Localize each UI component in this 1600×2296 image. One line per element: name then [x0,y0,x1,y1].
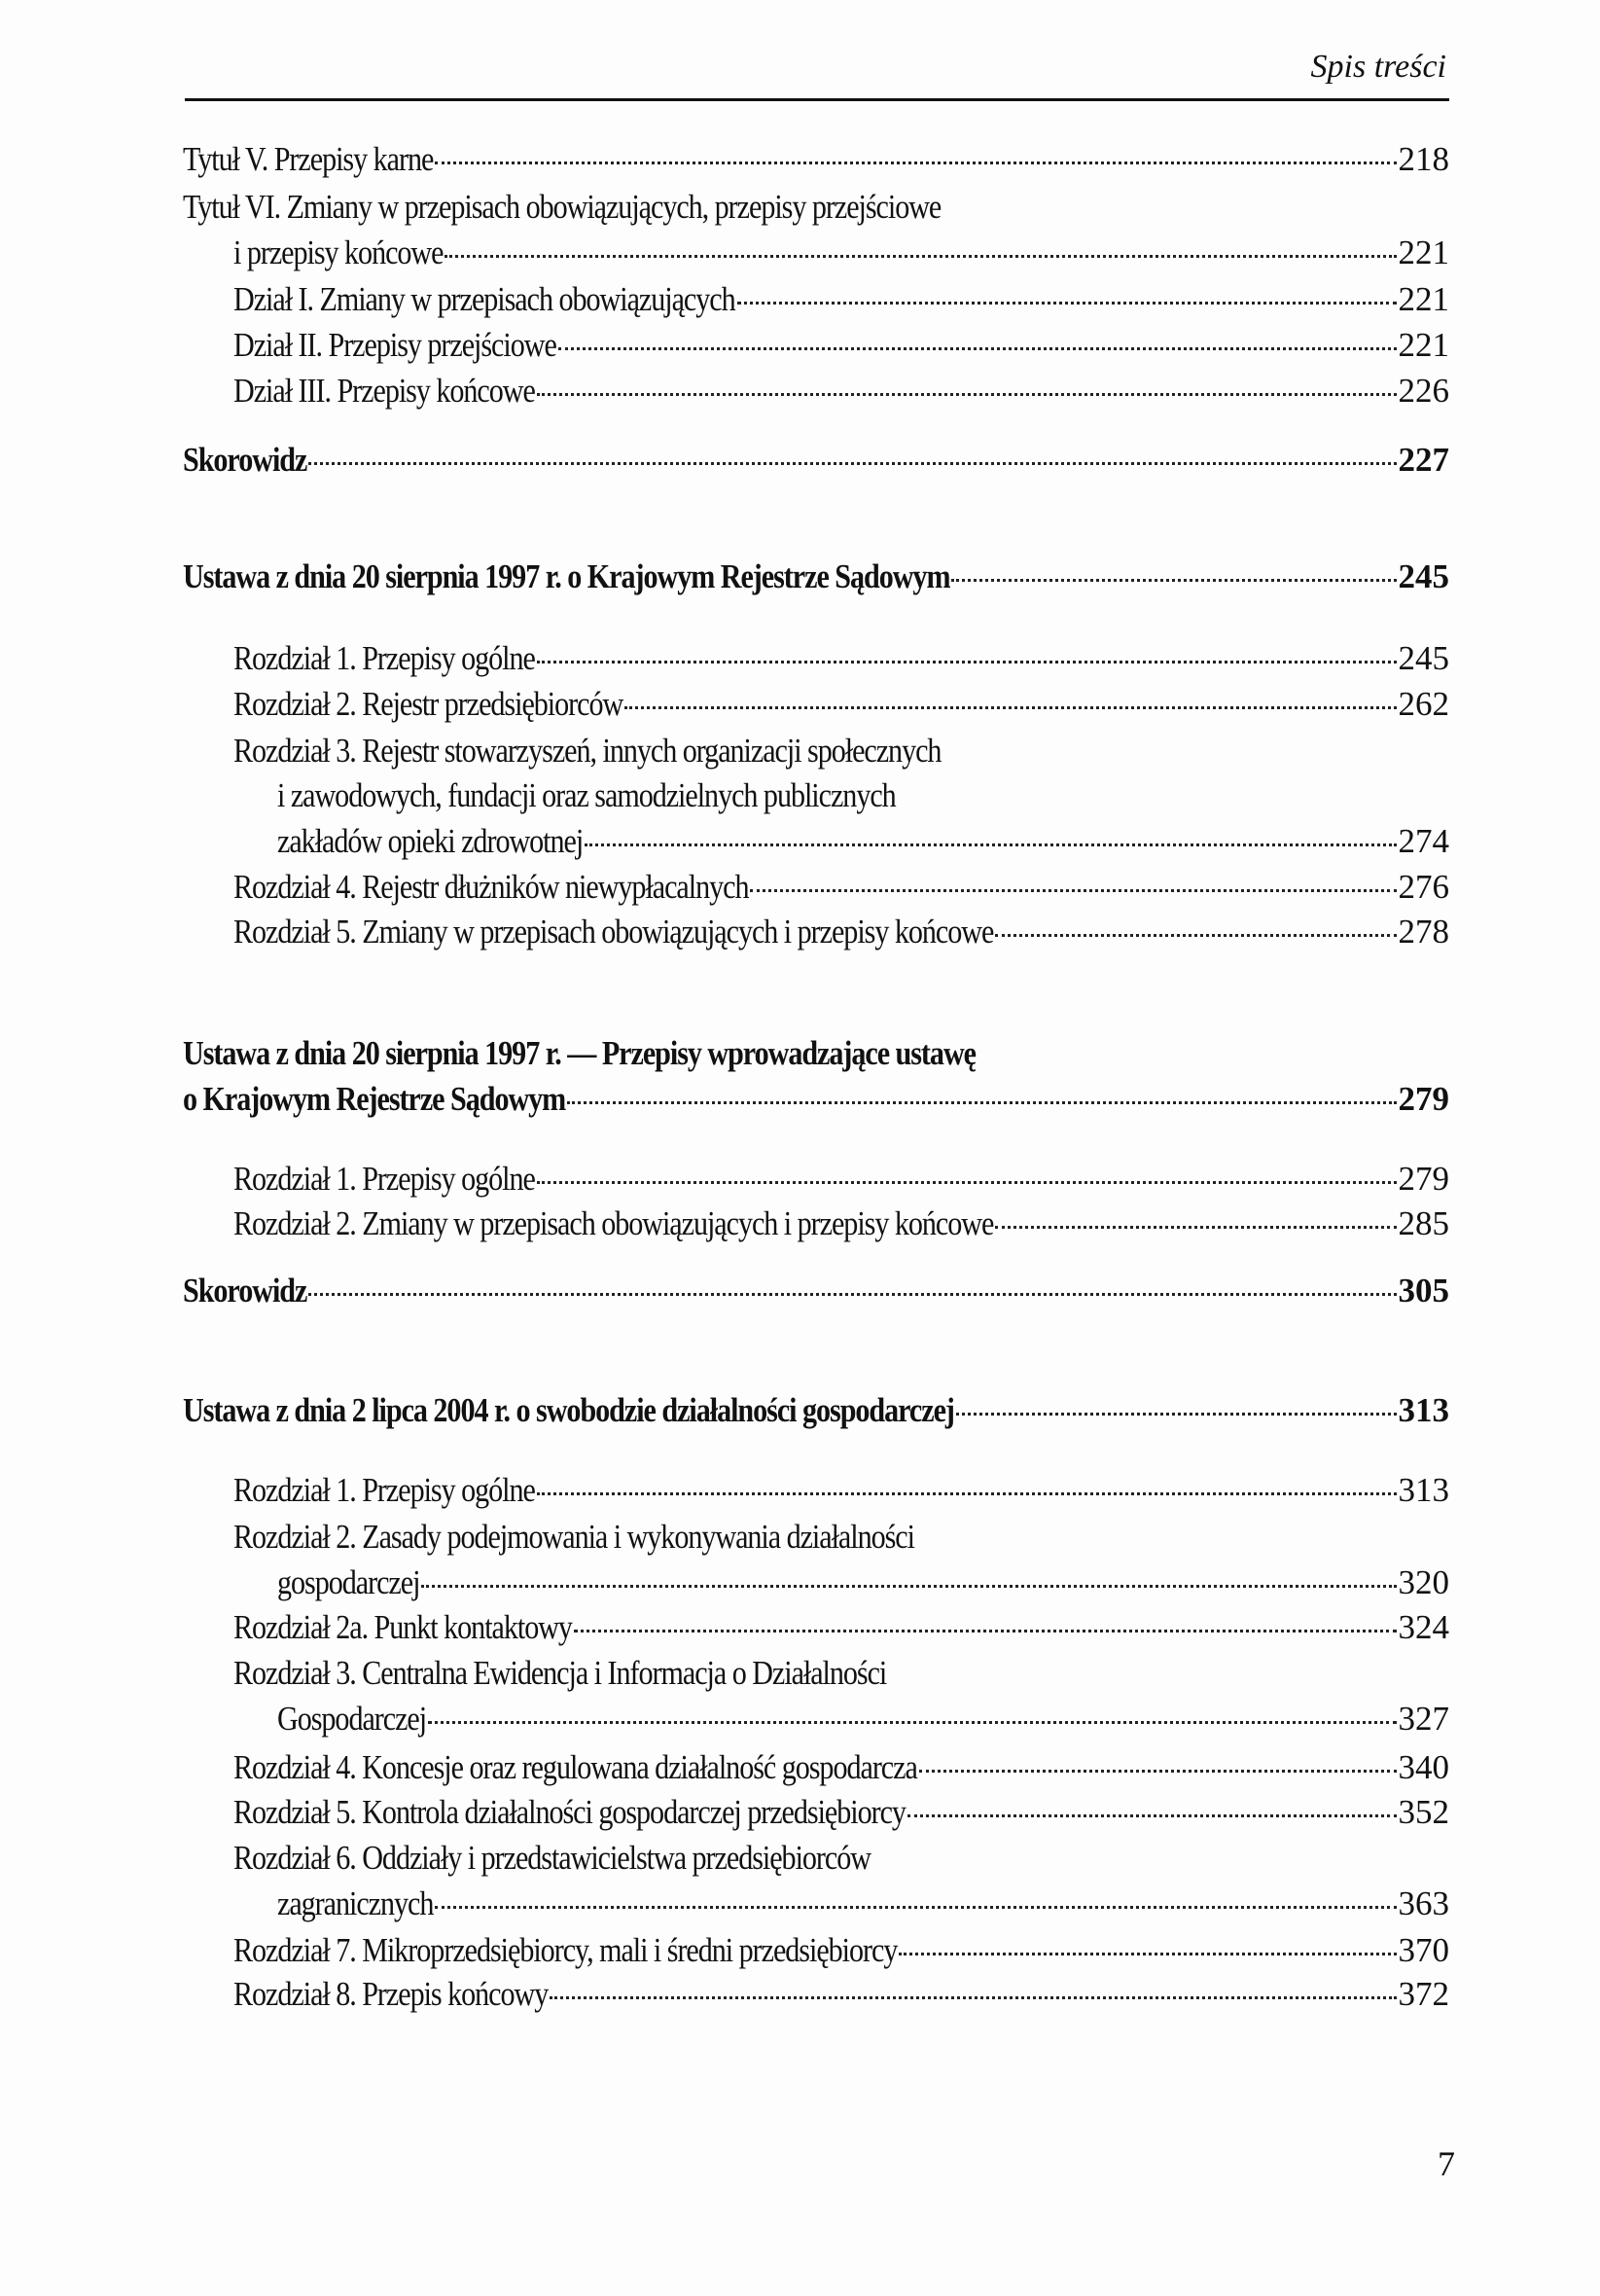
toc-entry-page: 363 [1398,1884,1449,1922]
toc-entry [0,1514,1600,1560]
header-rule [185,98,1449,101]
toc-entry [0,1156,1600,1202]
dot-leader [444,255,1396,258]
toc-entry [0,368,1600,413]
toc-entry-page: 227 [1398,441,1449,479]
toc-entry [0,276,1600,322]
toc-entry-page: 313 [1398,1471,1449,1509]
toc-entry-title: Ustawa z dnia 20 sierpnia 1997 r. — Przepisy wprowadzające ustawę [183,1034,976,1072]
toc-entry-title: Rozdział 1. Przepisy ogólne [233,639,535,677]
toc-entry-title: Tytuł VI. Zmiany w przepisach obowiązujących, przepisy przejściowe [183,188,942,226]
toc-entry [0,909,1600,954]
toc-entry [0,1927,1600,1973]
toc-entry [0,1971,1600,2017]
toc-entry-page: 370 [1398,1931,1449,1969]
dot-leader [537,1181,1397,1184]
toc-entry [0,1560,1600,1605]
dot-leader [907,1814,1396,1817]
toc-entry-title: Rozdział 2. Rejestr przedsiębiorców [233,685,623,723]
toc-entry-page: 245 [1398,639,1449,677]
dot-leader [574,1630,1397,1632]
toc-entry [0,864,1600,910]
dot-leader [585,843,1396,846]
toc-entry-page: 278 [1398,913,1449,951]
toc-entry [0,1201,1600,1246]
dot-leader [995,934,1396,937]
toc-entry-title: Rozdział 8. Przepis końcowy [233,1975,549,2013]
toc-entry-title: gospodarczej [277,1563,420,1601]
toc-entry-title: o Krajowym Rejestrze Sądowym [183,1080,566,1118]
toc-entry [0,230,1600,275]
toc-entry-title: Rozdział 1. Przepisy ogólne [233,1471,535,1509]
toc-entry [0,1650,1600,1696]
dot-leader [737,302,1397,305]
toc-entry-title: Rozdział 5. Zmiany w przepisach obowiązujących i przepisy końcowe [233,913,994,951]
toc-entry-page: 221 [1398,280,1449,318]
toc-entry-title: Rozdział 4. Rejestr dłużników niewypłacalnych [233,868,749,906]
toc-entry [0,1268,1600,1313]
toc-entry-page: 324 [1398,1608,1449,1646]
toc-entry-title: Ustawa z dnia 2 lipca 2004 r. o swobodzie działalności gospodarczej [183,1391,954,1429]
toc-entry-title: Skorowidz [183,441,307,479]
toc-entry-title: Rozdział 4. Koncesje oraz regulowana działalność gospodarcza [233,1748,917,1786]
page-number: 7 [1438,2144,1455,2183]
toc-entry [0,1744,1600,1790]
toc-entry-title: Dział I. Zmiany w przepisach obowiązujących [233,280,735,318]
toc-entry [0,1076,1600,1122]
toc-entry-title: i zawodowych, fundacji oraz samodzielnych publicznych [277,776,896,814]
toc-entry [0,136,1600,182]
dot-leader [537,661,1397,664]
dot-leader [537,393,1397,396]
toc-entry-title: Rozdział 2. Zmiany w przepisach obowiązujących i przepisy końcowe [233,1204,994,1242]
toc-entry [0,772,1600,818]
toc-entry [0,1604,1600,1650]
toc-entry-title: Skorowidz [183,1272,307,1309]
toc-entry-page: 221 [1398,326,1449,364]
toc-entry [0,1789,1600,1835]
toc-entry-page: 262 [1398,685,1449,723]
toc-entry-page: 279 [1398,1160,1449,1198]
toc-entry [0,1835,1600,1881]
toc-entry-title: Rozdział 1. Przepisy ogólne [233,1160,535,1198]
toc-entry-page: 276 [1398,868,1449,906]
toc-entry [0,1030,1600,1076]
toc-entry-page: 313 [1398,1391,1449,1429]
toc-entry-page: 274 [1398,822,1449,860]
toc-entry-page: 218 [1398,140,1449,178]
running-header: Spis treści [1310,49,1446,85]
toc-entry [0,1387,1600,1433]
toc-entry-page: 226 [1398,372,1449,410]
toc-entry [0,635,1600,681]
toc-entry-title: zagranicznych [277,1884,434,1922]
dot-leader [537,1492,1397,1495]
toc-entry [0,728,1600,773]
dot-leader [550,1996,1396,1999]
toc-entry [0,818,1600,864]
toc-entry-page: 285 [1398,1204,1449,1242]
toc-entry-title: Rozdział 5. Kontrola działalności gospodarczej przedsiębiorcy [233,1793,906,1831]
dot-leader [435,161,1396,164]
toc-entry-page: 245 [1398,557,1449,595]
toc-entry-page: 372 [1398,1975,1449,2013]
toc-entry [0,437,1600,483]
toc-entry-page: 305 [1398,1272,1449,1309]
toc-entry [0,681,1600,727]
dot-leader [624,706,1396,709]
dot-leader [558,347,1397,350]
dot-leader [899,1953,1396,1955]
toc-entry-title: Rozdział 3. Centralna Ewidencja i Informacja o Działalności [233,1654,887,1692]
toc-entry-page: 327 [1398,1700,1449,1738]
toc-entry [0,322,1600,368]
toc-entry-page: 340 [1398,1748,1449,1786]
toc-entry-page: 221 [1398,233,1449,271]
dot-leader [956,1413,1397,1416]
toc-entry [0,1467,1600,1513]
toc-entry-title: Rozdział 2. Zasady podejmowania i wykonywania działalności [233,1518,914,1556]
toc-entry [0,554,1600,599]
toc-entry [0,1696,1600,1741]
dot-leader [435,1906,1396,1909]
dot-leader [919,1770,1397,1773]
dot-leader [995,1226,1396,1229]
toc-entry-title: Dział II. Przepisy przejściowe [233,326,556,364]
dot-leader [308,462,1396,465]
dot-leader [951,579,1396,582]
toc-entry-title: Rozdział 6. Oddziały i przedstawicielstwa przedsiębiorców [233,1839,871,1877]
toc-entry-title: zakładów opieki zdrowotnej [277,822,584,860]
toc-entry-page: 279 [1398,1080,1449,1118]
toc-entry-page: 320 [1398,1563,1449,1601]
dot-leader [567,1101,1396,1104]
toc-entry-title: Rozdział 7. Mikroprzedsiębiorcy, mali i średni przedsiębiorcy [233,1931,898,1969]
dot-leader [421,1585,1396,1588]
toc-entry [0,184,1600,230]
toc-entry-title: Ustawa z dnia 20 sierpnia 1997 r. o Krajowym Rejestrze Sądowym [183,557,950,595]
toc-entry-title: Rozdział 3. Rejestr stowarzyszeń, innych organizacji społecznych [233,732,942,770]
toc-entry-title: Tytuł V. Przepisy karne [183,140,434,178]
toc-entry-title: Rozdział 2a. Punkt kontaktowy [233,1608,572,1646]
toc-entry [0,1881,1600,1926]
toc-entry-title: Dział III. Przepisy końcowe [233,372,535,410]
dot-leader [750,889,1396,892]
toc-entry-title: Gospodarczej [277,1700,427,1738]
toc-entry-page: 352 [1398,1793,1449,1831]
dot-leader [308,1293,1396,1296]
toc-entry-title: i przepisy końcowe [233,233,444,271]
dot-leader [428,1721,1396,1724]
